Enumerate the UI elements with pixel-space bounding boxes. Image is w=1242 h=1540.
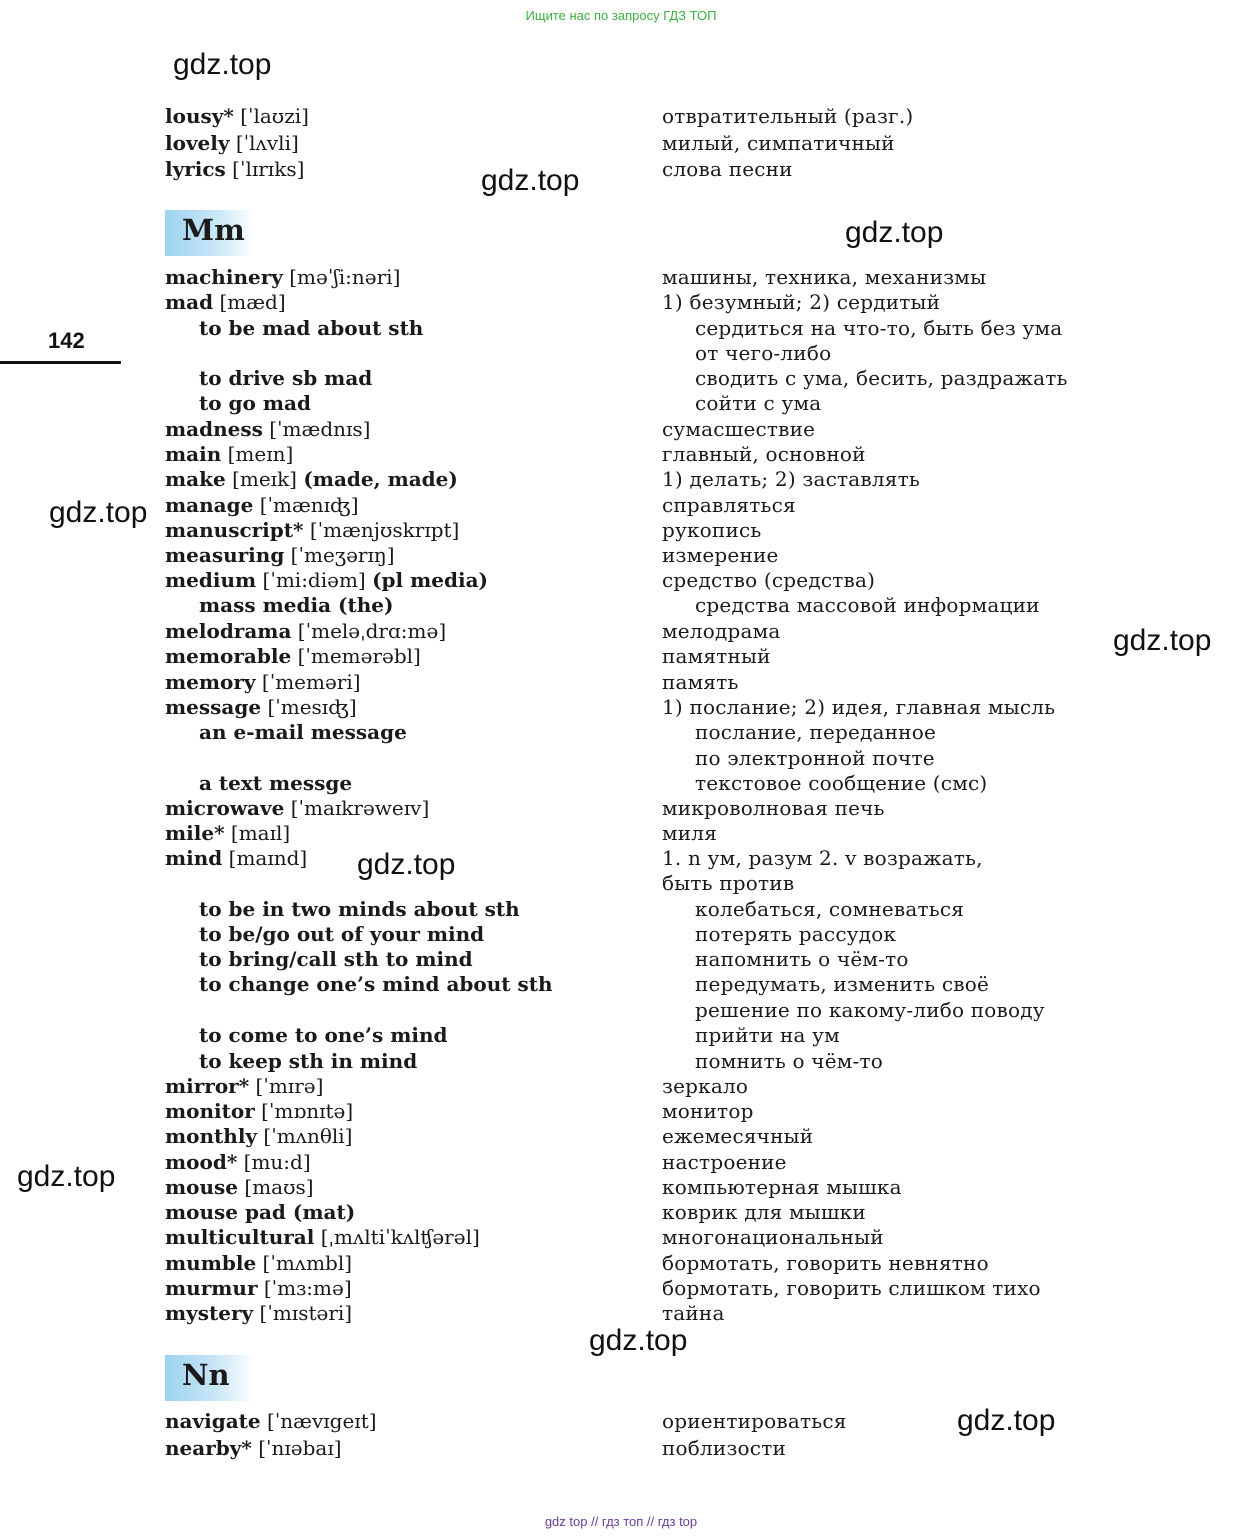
entry-row [0,972,1242,997]
headword: machinery [165,265,283,289]
headword: message [165,695,262,719]
entry-row [0,1436,1242,1461]
entry-row [0,619,1242,644]
entry-row [0,871,1242,896]
translation: миля [662,821,718,845]
translation: текстовое сообщение (смс) [695,771,988,795]
translation: память [662,670,739,694]
entry-row [0,417,1242,442]
phrase: to keep sth in mind [199,1049,418,1073]
translation: колебаться, сомневаться [695,897,965,921]
entry-row [0,341,1242,366]
entry-term [165,467,458,492]
headword: monthly [165,1124,258,1148]
headword: make [165,467,226,491]
headword: mirror* [165,1074,250,1098]
entry-row [0,157,1242,182]
entry-term [199,922,484,947]
headword: lousy* [165,104,234,128]
translation: помнить о чём-то [695,1049,883,1073]
entry-row [0,290,1242,315]
translation: рукопись [662,518,762,542]
entry-row [0,922,1242,947]
entry-row [0,670,1242,695]
translation: измерение [662,543,779,567]
entry-term [165,442,293,467]
entry-row [0,1409,1242,1434]
entry-term [165,1436,342,1461]
entry-row [0,1023,1242,1048]
translation: отвратительный (разг.) [662,104,914,128]
transcription: [ˈmʌmbl] [262,1251,353,1275]
entry-term [165,1225,480,1250]
translation: настроение [662,1150,787,1174]
entry-row [0,1276,1242,1301]
entry-term [165,1150,311,1175]
transcription: [ˈmeməri] [261,670,361,694]
headword: mouse [165,1175,239,1199]
entry-term [165,265,400,290]
transcription: [ˈmɪstəri] [259,1301,353,1325]
entry-term [165,1124,353,1149]
entry-term [165,104,309,129]
transcription: [ˈmeləˌdrɑ:mə] [297,619,447,643]
translation: средство (средства) [662,568,876,592]
watermark: gdz.top [1113,624,1212,657]
entry-term [165,1175,314,1200]
page-number: 142 [48,328,85,353]
translation: 1) безумный; 2) сердитый [662,290,941,314]
translation: сводить с ума, бесить, раздражать [695,366,1068,390]
watermark: gdz.top [49,496,148,529]
entry-row [0,467,1242,492]
watermark: gdz.top [845,216,944,249]
phrase: to be/go out of your mind [199,922,485,946]
watermark: gdz.top [357,848,456,881]
entry-term [165,568,488,593]
headword: monitor [165,1099,255,1123]
grammar-note: (made, made) [303,467,458,491]
entry-term [165,417,370,442]
watermark: gdz.top [17,1160,116,1193]
entry-row [0,568,1242,593]
translation: 1. n ум, разум 2. v возражать, [662,846,983,870]
translation: 1) послание; 2) идея, главная мысль [662,695,1056,719]
entry-row [0,1074,1242,1099]
translation: зеркало [662,1074,749,1098]
transcription: [ˈnævɪgeɪt] [266,1409,377,1433]
entry-row [0,1150,1242,1175]
entry-term [165,1301,352,1326]
entry-term [165,1276,352,1301]
entry-row [0,1225,1242,1250]
entry-term [165,695,357,720]
entry-row [0,518,1242,543]
entry-row [0,366,1242,391]
translation: микроволновая печь [662,796,885,820]
translation: послание, переданное [695,720,936,744]
translation: 1) делать; 2) заставлять [662,467,920,491]
headword: memory [165,670,256,694]
transcription: [ˈmɪrə] [255,1074,324,1098]
phrase: an e-mail message [199,720,407,744]
entry-term [165,131,299,156]
entry-row [0,265,1242,290]
headword: manuscript* [165,518,304,542]
entry-row [0,1124,1242,1149]
entry-row [0,543,1242,568]
transcription: [ˈmi:diəm] [262,568,366,592]
translation: сердиться на что-то, быть без ума [695,316,1063,340]
transcription: [ˈmʌnθli] [263,1124,353,1148]
translation: милый, симпатичный [662,131,895,155]
entry-row [0,442,1242,467]
entry-row [0,316,1242,341]
entry-term [199,593,393,618]
entry-term [199,972,553,997]
transcription: [mæd] [219,290,286,314]
translation: компьютерная мышка [662,1175,902,1199]
entry-term [165,1200,355,1225]
grammar-note: (pl media) [372,568,488,592]
entry-row [0,1251,1242,1276]
entry-row [0,998,1242,1023]
headword: memorable [165,644,292,668]
translation: поблизости [662,1436,786,1460]
transcription: [mu:d] [243,1150,311,1174]
translation: бормотать, говорить невнятно [662,1251,989,1275]
translation: ориентироваться [662,1409,847,1433]
transcription: [məˈʃi:nəri] [289,265,401,289]
headword: measuring [165,543,285,567]
watermark: gdz.top [481,164,580,197]
headword: murmur [165,1276,258,1300]
translation: тайна [662,1301,725,1325]
headword: main [165,442,222,466]
entry-term [165,670,361,695]
transcription: [ˌmʌltiˈkʌlʧərəl] [320,1225,480,1249]
translation: быть против [662,871,795,895]
translation: ежемесячный [662,1124,814,1148]
translation: коврик для мышки [662,1200,866,1224]
translation: машины, техника, механизмы [662,265,987,289]
transcription: [ˈmɜ:mə] [263,1276,352,1300]
entry-term [165,157,304,182]
entry-row [0,1200,1242,1225]
phrase: to come to one’s mind [199,1023,448,1047]
entry-row [0,695,1242,720]
entry-term [199,720,407,745]
transcription: [ˈmesɪʤ] [267,695,357,719]
section-heading-n: Nn [165,1355,255,1401]
headword: mind [165,846,223,870]
transcription: [maʊs] [244,1175,314,1199]
headword: medium [165,568,257,592]
entry-term [165,644,421,669]
transcription: [ˈmaɪkrəweɪv] [290,796,430,820]
entry-term [199,316,423,341]
entry-row [0,771,1242,796]
entry-row [0,391,1242,416]
entry-term [199,391,311,416]
transcription: [meɪk] [232,467,297,491]
transcription: [ˈlʌvli] [235,131,299,155]
headword: nearby* [165,1436,252,1460]
headword: multicultural [165,1225,315,1249]
footer: gdz top // гдз топ // гдз top [544,1514,698,1529]
entry-term [199,897,520,922]
transcription: [ˈnɪəbaɪ] [258,1436,342,1460]
entry-term [165,796,429,821]
phrase: a text messge [199,771,353,795]
transcription: [maɪnd] [228,846,308,870]
headword: madness [165,417,263,441]
entry-row [0,493,1242,518]
entry-row [0,746,1242,771]
entry-term [165,821,290,846]
phrase: to be in two minds about sth [199,897,520,921]
phrase: to bring/call sth to mind [199,947,473,971]
translation: средства массовой информации [695,593,1040,617]
entry-row [0,897,1242,922]
transcription: [ˈmænjʊskrɪpt] [309,518,460,542]
headword: mouse pad (mat) [165,1200,356,1224]
entry-term [165,518,459,543]
entry-term [165,846,307,871]
headword: lyrics [165,157,226,181]
entry-term [199,771,352,796]
phrase: to be mad about sth [199,316,424,340]
entry-term [199,366,372,391]
translation: многонациональный [662,1225,884,1249]
headword: mad [165,290,214,314]
entry-term [165,619,446,644]
watermark: gdz.top [173,48,272,81]
translation: напомнить о чём-то [695,947,909,971]
entry-term [165,493,359,518]
entry-row [0,821,1242,846]
translation: решение по какому-либо поводу [695,998,1045,1022]
translation: сумасшествие [662,417,816,441]
section-heading-m: Mm [165,210,255,256]
entry-term [199,1049,417,1074]
top-banner: Ищите нас по запросу ГДЗ ТОП [525,8,717,23]
entry-row [0,947,1242,972]
phrase: to go mad [199,391,311,415]
entry-term [165,1074,323,1099]
phrase: mass media (the) [199,593,394,617]
translation: бормотать, говорить слишком тихо [662,1276,1041,1300]
transcription: [meɪn] [227,442,294,466]
entry-term [165,1099,353,1124]
translation: потерять рассудок [695,922,897,946]
transcription: [ˈlɪrɪks] [232,157,305,181]
entry-term [165,1251,352,1276]
entry-row [0,720,1242,745]
headword: mystery [165,1301,254,1325]
headword: lovely [165,131,230,155]
translation: по электронной почте [695,746,935,770]
transcription: [ˈmænɪʤ] [259,493,359,517]
entry-row [0,1099,1242,1124]
watermark: gdz.top [957,1404,1056,1437]
entry-term [165,290,286,315]
entry-row [0,131,1242,156]
translation: слова песни [662,157,793,181]
entry-row [0,1175,1242,1200]
phrase: to drive sb mad [199,366,373,390]
entry-row [0,593,1242,618]
entry-term [165,543,395,568]
watermark: gdz.top [589,1324,688,1357]
entry-row [0,104,1242,129]
translation: главный, основной [662,442,866,466]
entry-term [199,1023,448,1048]
entry-row [0,796,1242,821]
translation: памятный [662,644,771,668]
transcription: [ˈmædnɪs] [269,417,371,441]
translation: от чего-либо [695,341,832,365]
transcription: [ˈmemərəbl] [297,644,421,668]
translation: справляться [662,493,796,517]
entry-term [165,1409,377,1434]
transcription: [maɪl] [230,821,291,845]
entry-term [199,947,473,972]
transcription: [ˈlaʊzi] [240,104,309,128]
entry-row [0,1049,1242,1074]
entry-row [0,1301,1242,1326]
headword: navigate [165,1409,261,1433]
translation: монитор [662,1099,754,1123]
headword: mile* [165,821,225,845]
headword: mumble [165,1251,257,1275]
entry-row [0,644,1242,669]
headword: melodrama [165,619,292,643]
transcription: [ˈmɒnɪtə] [261,1099,354,1123]
headword: microwave [165,796,285,820]
headword: mood* [165,1150,238,1174]
translation: передумать, изменить своё [695,972,989,996]
transcription: [ˈmeʒərɪŋ] [290,543,395,567]
translation: мелодрама [662,619,781,643]
headword: manage [165,493,254,517]
translation: прийти на ум [695,1023,840,1047]
entry-row [0,846,1242,871]
phrase: to change one’s mind about sth [199,972,553,996]
translation: сойти с ума [695,391,822,415]
